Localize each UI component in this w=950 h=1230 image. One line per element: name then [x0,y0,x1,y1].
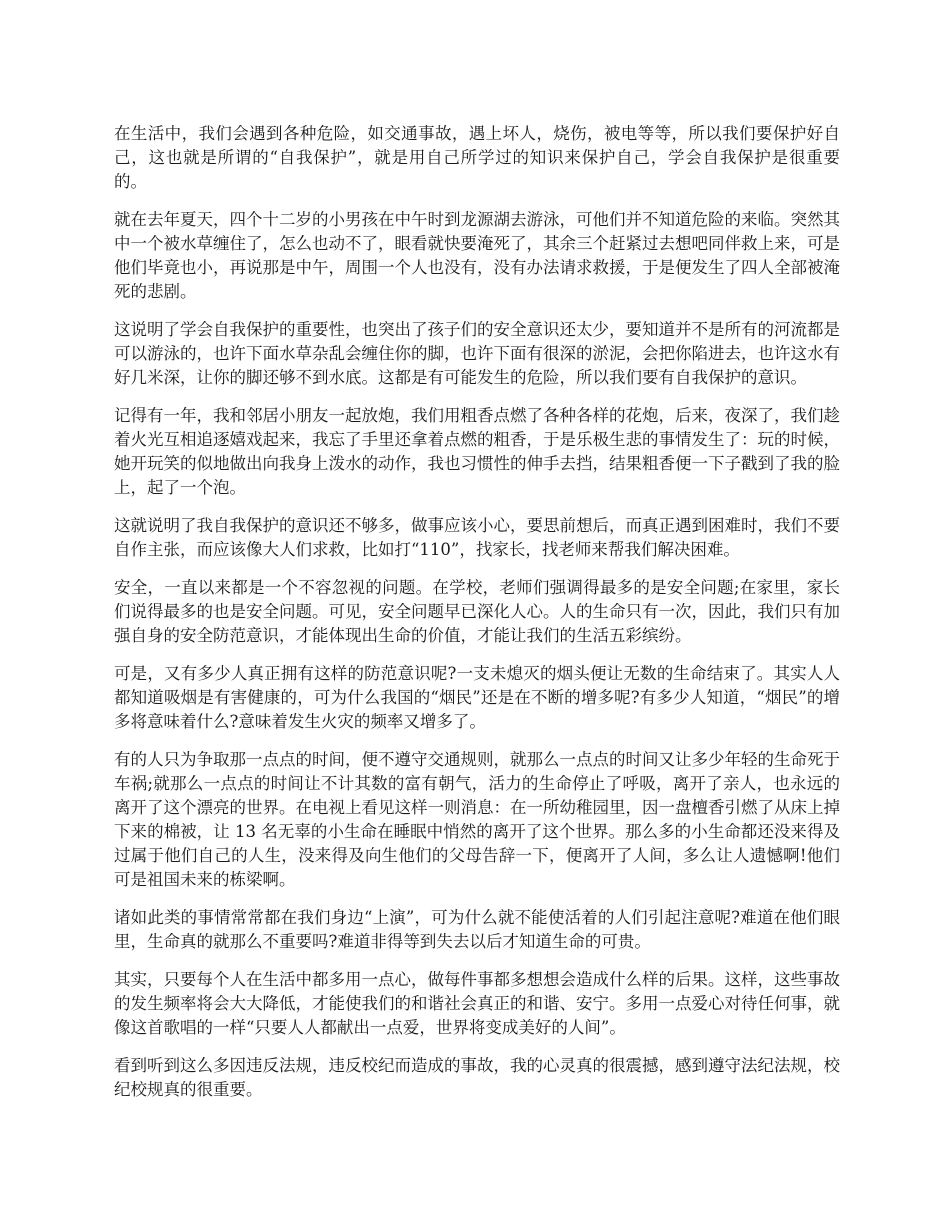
paragraph-11: 看到听到这么多因违反法规，违反校纪而造成的事故，我的心灵真的很震撼，感到遵守法纪法规，校纪校规真的很重要。 [114,1056,840,1099]
paragraph-5: 这就说明了我自我保护的意识还不够多，做事应该小心，要思前想后，而真正遇到困难时，我们不要自作主张，而应该像大人们求救，比如打“110”，找家长，找老师来帮我们解决困难。 [114,516,840,559]
paragraph-6: 安全，一直以来都是一个不容忽视的问题。在学校，老师们强调得最多的是安全问题;在家里，家长们说得最多的也是安全问题。可见，安全问题早已深化人心。人的生命只有一次，因此，我们只有加强自身的安全防范意识，才能体现出生命的价值，才能让我们的生活五彩缤纷。 [114,578,840,645]
paragraph-2: 就在去年夏天，四个十二岁的小男孩在中午时到龙源湖去游泳，可他们并不知道危险的来临。突然其中一个被水草缠住了，怎么也动不了，眼看就快要淹死了，其余三个赶紧过去想吧同伴救上来，可是他们毕竟也小，再说那是中午，周围一个人也没有，没有办法请求救援，于是便发生了四人全部被淹死的悲剧。 [114,210,840,301]
paragraph-9: 诸如此类的事情常常都在我们身边“上演”，可为什么就不能使活着的人们引起注意呢?难道在他们眼里，生命真的就那么不重要吗?难道非得等到失去以后才知道生命的可贵。 [114,908,840,951]
paragraph-7: 可是，又有多少人真正拥有这样的防范意识呢?一支未熄灭的烟头便让无数的生命结束了。其实人人都知道吸烟是有害健康的，可为什么我国的“烟民”还是在不断的增多呢?有多少人知道，“烟民”的增多将意味着什么?意味着发生火灾的频率又增多了。 [114,664,840,731]
paragraph-8: 有的人只为争取那一点点的时间，便不遵守交通规则，就那么一点点的时间又让多少年轻的生命死于车祸;就那么一点点的时间让不计其数的富有朝气，活力的生命停止了呼吸，离开了亲人，也永远的离开了这个漂亮的世界。在电视上看见这样一则消息：在一所幼稚园里，因一盘檀香引燃了从床上掉下来的棉被，让 13 名无辜的小生命在睡眠中悄然的离开了这个世界。那么多的小生命都还没来得及过属于他们自己的人生，没来得及向生他们的父母告辞一下，便离开了人间，多么让人遗憾啊!他们可是祖国未来的栋梁啊。 [114,750,840,889]
paragraph-4: 记得有一年，我和邻居小朋友一起放炮，我们用粗香点燃了各种各样的花炮，后来，夜深了，我们趁着火光互相追逐嬉戏起来，我忘了手里还拿着点燃的粗香，于是乐极生悲的事情发生了：玩的时候，她开玩笑的似地做出向我身上泼水的动作，我也习惯性的伸手去挡，结果粗香便一下子戳到了我的脸上，起了一个泡。 [114,406,840,497]
paragraph-3: 这说明了学会自我保护的重要性，也突出了孩子们的安全意识还太少，要知道并不是所有的河流都是可以游泳的，也许下面水草杂乱会缠住你的脚，也许下面有很深的淤泥，会把你陷进去，也许这水有好几米深，让你的脚还够不到水底。这都是有可能发生的危险，所以我们要有自我保护的意识。 [114,320,840,387]
paragraph-10: 其实，只要每个人在生活中都多用一点心，做每件事都多想想会造成什么样的后果。这样，这些事故的发生频率将会大大降低，才能使我们的和谐社会真正的和谐、安宁。多用一点爱心对待任何事，就像这首歌唱的一样“只要人人都献出一点爱，世界将变成美好的人间”。 [114,970,840,1037]
paragraph-1: 在生活中，我们会遇到各种危险，如交通事故，遇上坏人，烧伤，被电等等，所以我们要保护好自己，这也就是所谓的“自我保护”，就是用自己所学过的知识来保护自己，学会自我保护是很重要的。 [114,124,840,191]
document-page [114,122,840,1116]
